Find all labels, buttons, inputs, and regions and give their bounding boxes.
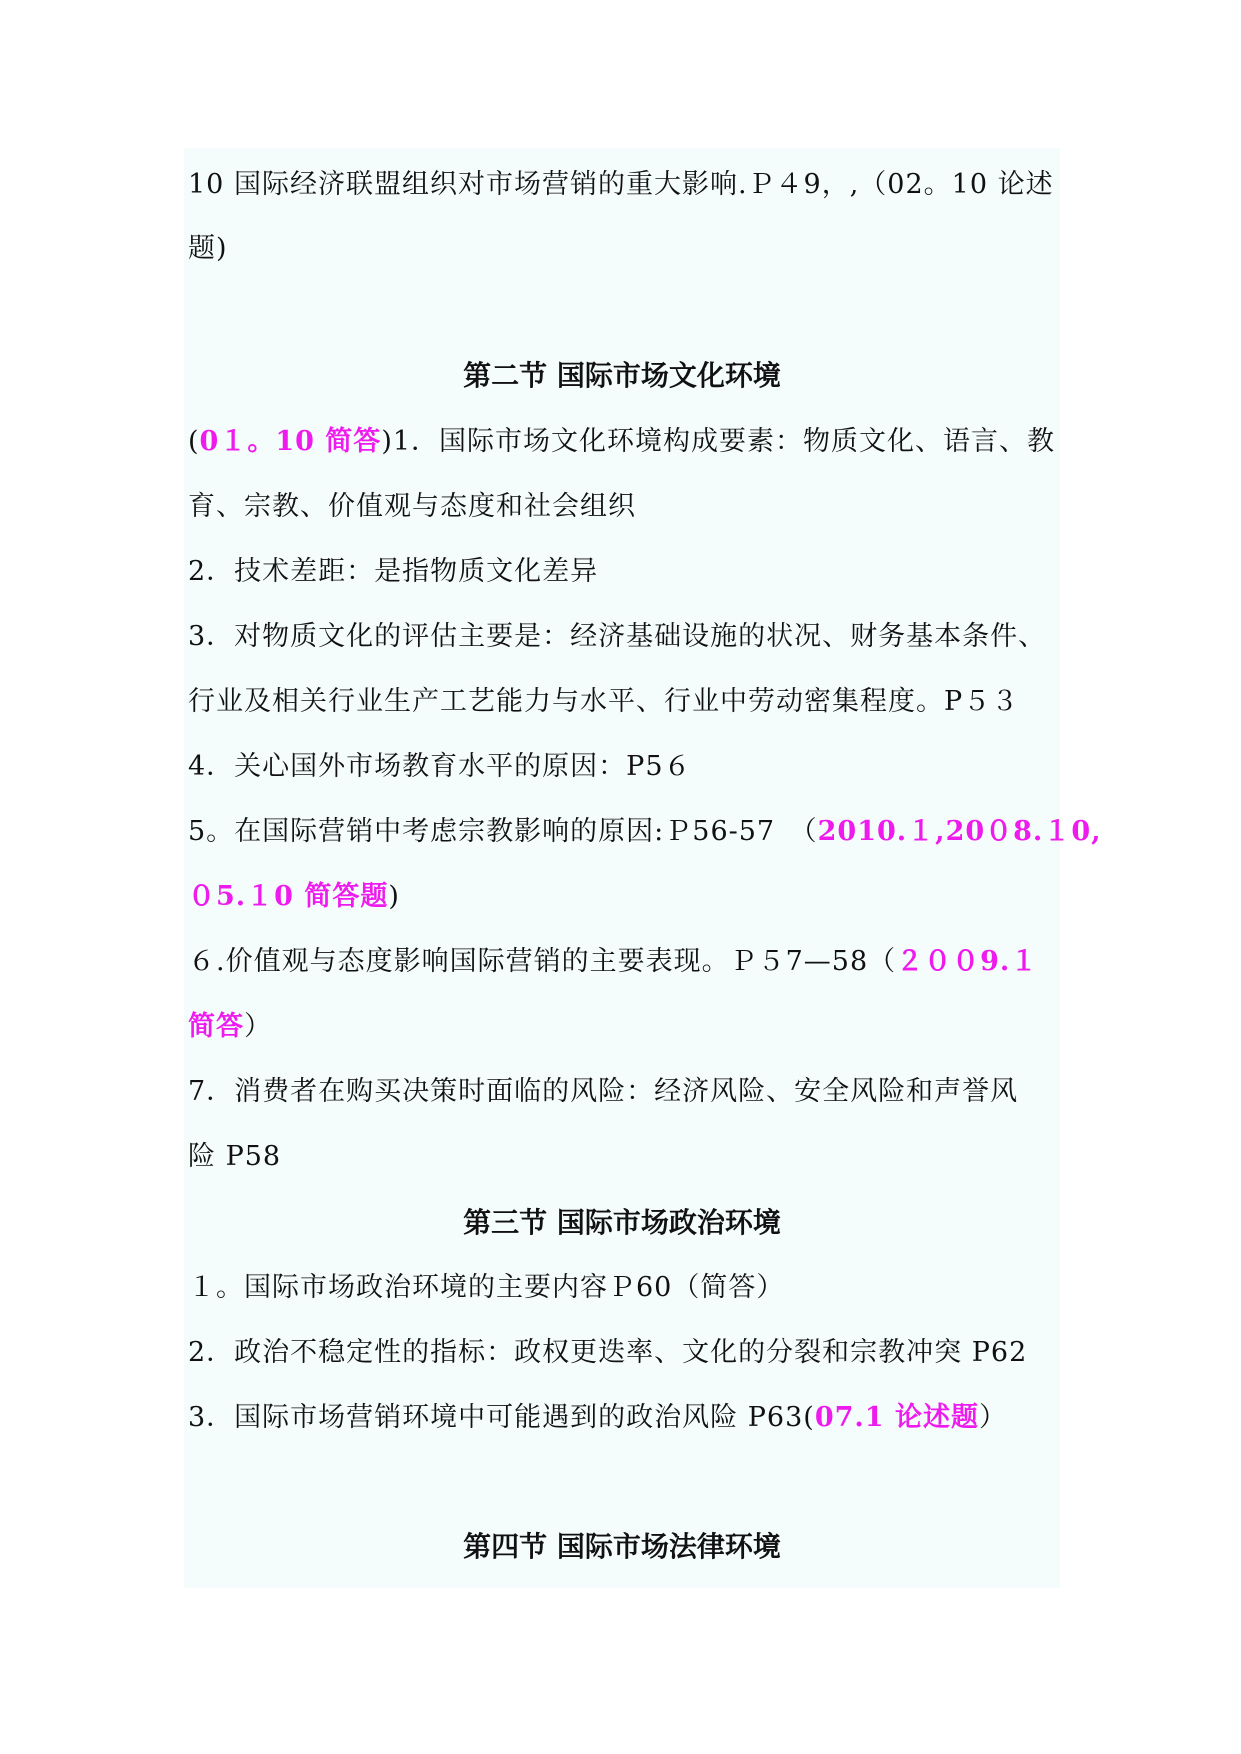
section-4-heading: 第四节 国际市场法律环境 — [463, 1530, 781, 1563]
item-5-exam-note-1: 2010.１,20０8.１0, — [817, 816, 1102, 847]
section-2-item-3-line-1: 3．对物质文化的评估主要是：经济基础设施的状况、财务基本条件、 — [188, 621, 1047, 652]
item-1-prefix: ( — [188, 426, 200, 457]
section-2-item-6-line-1 — [188, 942, 1060, 982]
item-10-line-1: 10 国际经济联盟组织对市场营销的重大影响.Ｐ４9，,（02。10 论述 — [188, 169, 1054, 200]
item-6-exam-note-1: ２００9.１ — [896, 946, 1039, 977]
section-3-item-1: １。国际市场政治环境的主要内容Ｐ60（简答） — [188, 1272, 785, 1303]
section-2-item-6-line-2 — [188, 1007, 1060, 1047]
item-3-suffix: ） — [979, 1402, 1007, 1433]
section-2-item-5-line-1 — [188, 812, 1102, 852]
item-6-text: ６.价值观与态度影响国际营销的主要表现。Ｐ５7—58（ — [188, 946, 897, 977]
section-2-item-2: 2．技术差距：是指物质文化差异 — [188, 556, 599, 587]
item-5-text: 5。在国际营销中考虑宗教影响的原因:Ｐ56-57 （ — [188, 816, 818, 847]
section-2-item-7-line-2: 险 P58 — [188, 1141, 282, 1172]
section-3-heading: 第三节 国际市场政治环境 — [463, 1206, 781, 1239]
section-2-item-1-line-2: 育、宗教、价值观与态度和社会组织 — [188, 491, 636, 522]
item-6-exam-note-2: 简答 — [188, 1011, 244, 1042]
section-3-item-3 — [188, 1398, 1060, 1438]
section-2-item-3-line-2: 行业及相关行业生产工艺能力与水平、行业中劳动密集程度。P５３ — [188, 686, 1020, 717]
item-1-exam-note: 0１。10 简答 — [199, 426, 382, 457]
item-5-suffix: ) — [388, 881, 400, 912]
item-1-text: )1．国际市场文化环境构成要素：物质文化、语言、教 — [381, 426, 1056, 457]
section-2-item-5-line-2 — [188, 877, 1060, 917]
item-6-suffix: ） — [244, 1011, 272, 1042]
section-2-item-1-line-1 — [188, 422, 1060, 462]
section-3-item-2: 2．政治不稳定性的指标：政权更迭率、文化的分裂和宗教冲突 P62 — [188, 1337, 1028, 1368]
item-3-text: 3．国际市场营销环境中可能遇到的政治风险 P63( — [188, 1402, 815, 1433]
item-10-line-2: 题) — [188, 233, 228, 264]
section-2-item-4: 4．关心国外市场教育水平的原因：P5６ — [188, 751, 692, 782]
section-2-heading: 第二节 国际市场文化环境 — [463, 359, 781, 392]
item-5-exam-note-2: ０5.１0 简答题 — [188, 881, 389, 912]
section-2-item-7-line-1: 7．消费者在购买决策时面临的风险：经济风险、安全风险和声誉风 — [188, 1076, 1019, 1107]
item-3-exam-note: 07.1 论述题 — [814, 1402, 979, 1433]
